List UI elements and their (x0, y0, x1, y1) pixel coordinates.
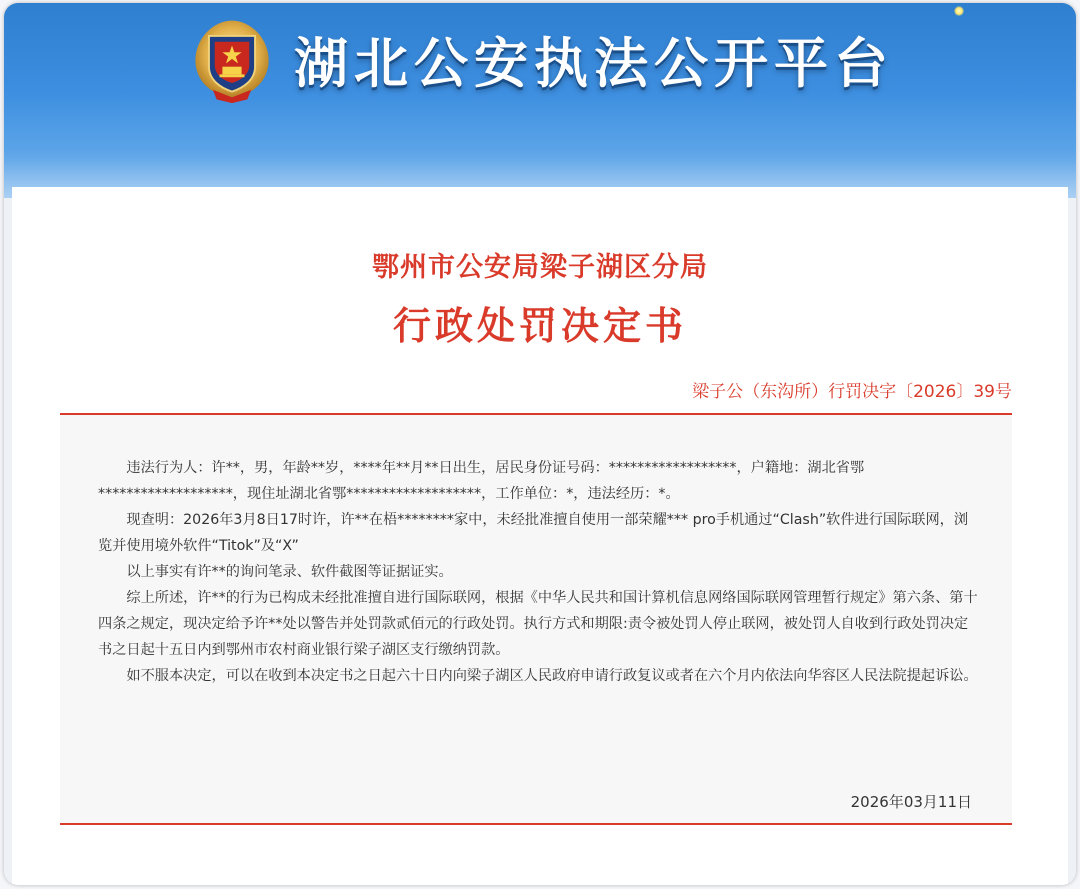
bottom-divider (60, 823, 1012, 825)
document-date: 2026年03月11日 (850, 793, 972, 811)
paragraph-offender: 违法行为人：许**，男，年龄**岁，****年**月**日出生，居民身份证号码：******************，户籍地：湖北省鄂*******************，现住址湖北省鄂*******************，工作单位：*，违法经历：*。 (98, 460, 865, 502)
paragraph-evidence: 以上事实有许**的询问笔录、软件截图等证据证实。 (126, 564, 453, 580)
paragraph-findings: 现查明：2026年3月8日17时许，许**在梧********家中，未经批准擅自使用一部荣耀*** pro手机通过“Clash”软件进行国际联网，浏览并使用境外软件“Titok”及“X” (98, 512, 969, 554)
sparkle-icon (954, 6, 964, 16)
paragraph-decision: 综上所述，许**的行为已构成未经批准擅自进行国际联网，根据《中华人民共和国计算机信息网络国际联网管理暂行规定》第六条、第十四条之规定，现决定给予许**处以警告并处罚款贰佰元的行政处罚。执行方式和期限:责令被处罚人停止联网，被处罚人自收到行政处罚决定书之日起十五日内到鄂州市农村商业银行梁子湖区支行缴纳罚款。 (98, 590, 978, 658)
document-area (4, 187, 1076, 885)
police-emblem-icon (184, 11, 280, 107)
issuing-authority: 鄂州市公安局梁子湖区分局 (372, 252, 708, 283)
paragraph-appeal: 如不服本决定，可以在收到本决定书之日起六十日内向梁子湖区人民政府申请行政复议或者在六个月内依法向华容区人民法院提起诉讼。 (126, 668, 978, 684)
document-title: 行政处罚决定书 (392, 304, 687, 348)
platform-title: 湖北公安执法公开平台 (294, 32, 894, 95)
document-number: 梁子公（东沟所）行罚决字〔2026〕39号 (692, 382, 1012, 402)
header-banner (4, 3, 1076, 198)
document-body (60, 415, 1012, 823)
body-text (98, 455, 978, 689)
